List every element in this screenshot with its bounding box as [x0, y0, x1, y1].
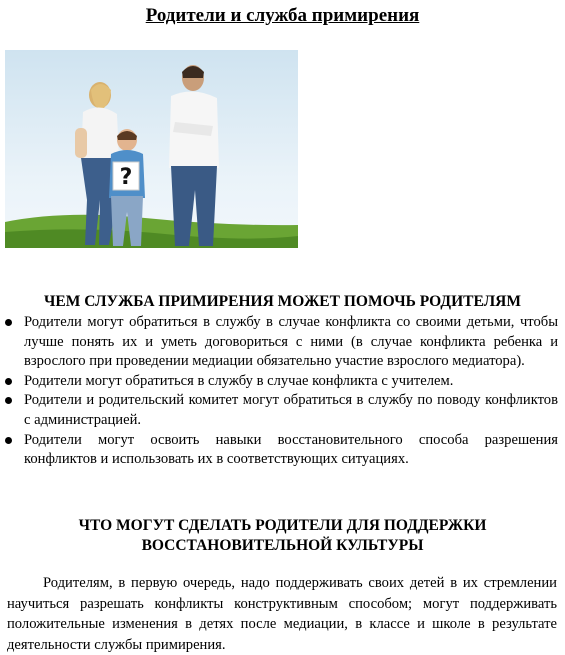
father-figure: [169, 65, 219, 246]
list-item: Родители могут обратиться в службу в случае конфликта со своими детьми, чтобы лучше понять их и уметь договориться с ними (в случае конфликта ребенка и взрослого при проведении медиации обязательно участие взрослого медиатора).: [0, 313, 558, 372]
list-item: Родители могут обратиться в службу в случае конфликта с учителем.: [0, 372, 558, 392]
section2-paragraph: Родителям, в первую очередь, надо поддерживать своих детей в их стремлении научиться разрешать конфликты конструктивным способом; могут поддерживать положительные изменения в детях после медиации, в классе и школе в результате деятельности службы примирения.: [7, 575, 557, 653]
bullet-icon: [5, 397, 12, 404]
bullet-icon: [5, 437, 12, 444]
section2-heading-line2: ВОССТАНОВИТЕЛЬНОЙ КУЛЬТУРЫ: [141, 537, 424, 554]
section1-list: [0, 313, 558, 470]
family-conflict-photo: [5, 50, 298, 248]
photo-illustration: [5, 50, 298, 248]
section2-heading: [0, 516, 565, 556]
question-mark-icon: ?: [119, 165, 133, 190]
page-title: Родители и служба примирения: [145, 5, 420, 26]
bullet-icon: [5, 378, 12, 385]
list-item: Родители могут освоить навыки восстановительного способа разрешения конфликтов и использовать их в соответствующих ситуациях.: [0, 431, 558, 470]
section1-heading: ЧЕМ СЛУЖБА ПРИМИРЕНИЯ МОЖЕТ ПОМОЧЬ РОДИТЕЛЯМ: [44, 293, 521, 310]
list-item: Родители и родительский комитет могут обратиться в службу по поводу конфликтов с администрацией.: [0, 391, 558, 430]
bullet-icon: [5, 319, 12, 326]
section2-heading-line1: ЧТО МОГУТ СДЕЛАТЬ РОДИТЕЛИ ДЛЯ ПОДДЕРЖКИ: [78, 517, 487, 534]
